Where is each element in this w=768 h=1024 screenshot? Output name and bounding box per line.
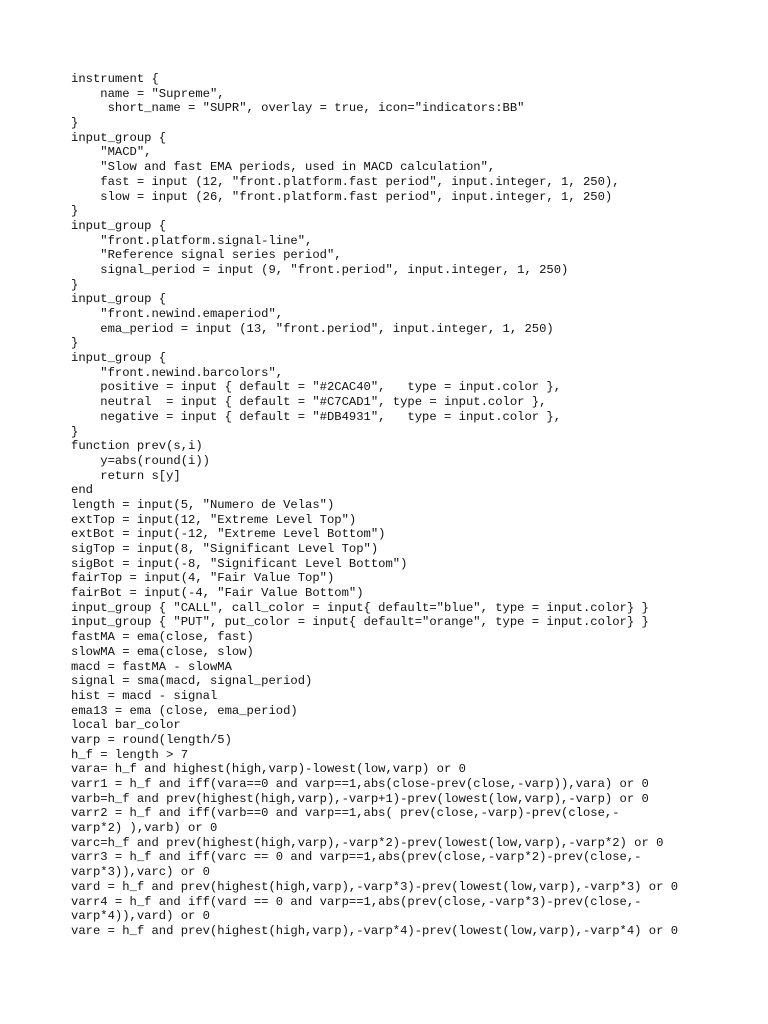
code-line: slow = input (26, "front.platform.fast period", input.integer, 1, 250) [71,189,613,204]
code-line: input_group { "CALL", call_color = input{ default="blue", type = input.color} } [71,600,649,615]
code-line: } [71,277,79,292]
code-line: extTop = input(12, "Extreme Level Top") [71,512,357,527]
code-line: fairBot = input(-4, "Fair Value Bottom") [71,586,364,601]
code-line: } [71,116,79,131]
code-line: varr2 = h_f and iff(varb==0 and varp==1,abs( prev(close,-varp)-prev(close,- [71,806,620,821]
code-line: y=abs(round(i)) [71,453,210,468]
code-line: input_group { [71,351,167,366]
code-line: sigTop = input(8, "Significant Level Top") [71,542,379,556]
code-listing [71,72,678,939]
code-line: varb=h_f and prev(highest(high,varp),-varp+1)-prev(lowest(low,varp),-varp) or 0 [71,791,649,806]
code-line: macd = fastMA - slowMA [71,659,232,674]
code-line: hist = macd - signal [71,688,218,703]
code-line: input_group { "PUT", put_color = input{ default="orange", type = input.color} } [71,615,649,630]
code-line: "front.platform.signal-line", [71,233,313,248]
code-line: extBot = input(-12, "Extreme Level Bottom") [71,527,386,542]
code-line: input_group { [71,292,167,307]
code-line: slowMA = ema(close, slow) [71,644,254,659]
code-line: "Slow and fast EMA periods, used in MACD calculation", [71,160,496,175]
code-line: short_name = "SUPR", overlay = true, icon="indicators:BB" [71,101,525,116]
code-line: ema13 = ema (close, ema_period) [71,703,298,718]
code-line: vara= h_f and highest(high,varp)-lowest(low,varp) or 0 [71,762,466,777]
code-line: } [71,336,79,351]
code-line: negative = input { default = "#DB4931", type = input.color }, [71,409,562,424]
code-line: varc=h_f and prev(highest(high,varp),-varp*2)-prev(lowest(low,varp),-varp*2) or 0 [71,835,664,850]
code-line: instrument { [71,72,159,86]
code-line: } [71,424,79,439]
code-line: fastMA = ema(close, fast) [71,630,254,645]
code-line: function prev(s,i) [71,439,203,454]
code-line: "MACD", [71,145,152,160]
code-line: vare = h_f and prev(highest(high,varp),-varp*4)-prev(lowest(low,varp),-varp*4) or 0 [71,923,679,938]
code-line: varp*2) ),varb) or 0 [71,821,218,836]
code-line: varp*3)),varc) or 0 [71,865,210,880]
code-line: input_group { [71,218,167,233]
code-line: varp = round(length/5) [71,732,232,747]
code-line: varr1 = h_f and iff(vara==0 and varp==1,abs(close-prev(close,-varp)),vara) or 0 [71,777,649,791]
code-line: return s[y] [71,468,181,483]
code-line: input_group { [71,130,167,145]
code-line: sigBot = input(-8, "Significant Level Bottom") [71,556,408,571]
code-line: "front.newind.emaperiod", [71,307,284,321]
code-line: "Reference signal series period", [71,248,342,263]
code-line: varp*4)),vard) or 0 [71,909,210,924]
code-line: vard = h_f and prev(highest(high,varp),-varp*3)-prev(lowest(low,varp),-varp*3) or 0 [71,879,679,894]
code-line: fairTop = input(4, "Fair Value Top") [71,571,335,586]
code-line: varr4 = h_f and iff(vard == 0 and varp==1,abs(prev(close,-varp*3)-prev(close,- [71,894,642,909]
code-line: length = input(5, "Numero de Velas") [71,497,335,512]
code-line: "front.newind.barcolors", [71,365,284,380]
code-line: ema_period = input (13, "front.period", input.integer, 1, 250) [71,321,554,336]
code-line: signal = sma(macd, signal_period) [71,674,313,689]
code-line: local bar_color [71,718,181,733]
code-line: } [71,204,79,219]
code-line: end [71,483,93,498]
code-line: positive = input { default = "#2CAC40", type = input.color }, [71,380,562,395]
code-line: fast = input (12, "front.platform.fast period", input.integer, 1, 250), [71,174,620,189]
code-line: signal_period = input (9, "front.period", input.integer, 1, 250) [71,262,569,277]
code-line: neutral = input { default = "#C7CAD1", type = input.color }, [71,395,547,410]
code-line: h_f = length > 7 [71,747,189,762]
code-line: varr3 = h_f and iff(varc == 0 and varp==1,abs(prev(close,-varp*2)-prev(close,- [71,850,642,865]
code-line: name = "Supreme", [71,86,225,101]
